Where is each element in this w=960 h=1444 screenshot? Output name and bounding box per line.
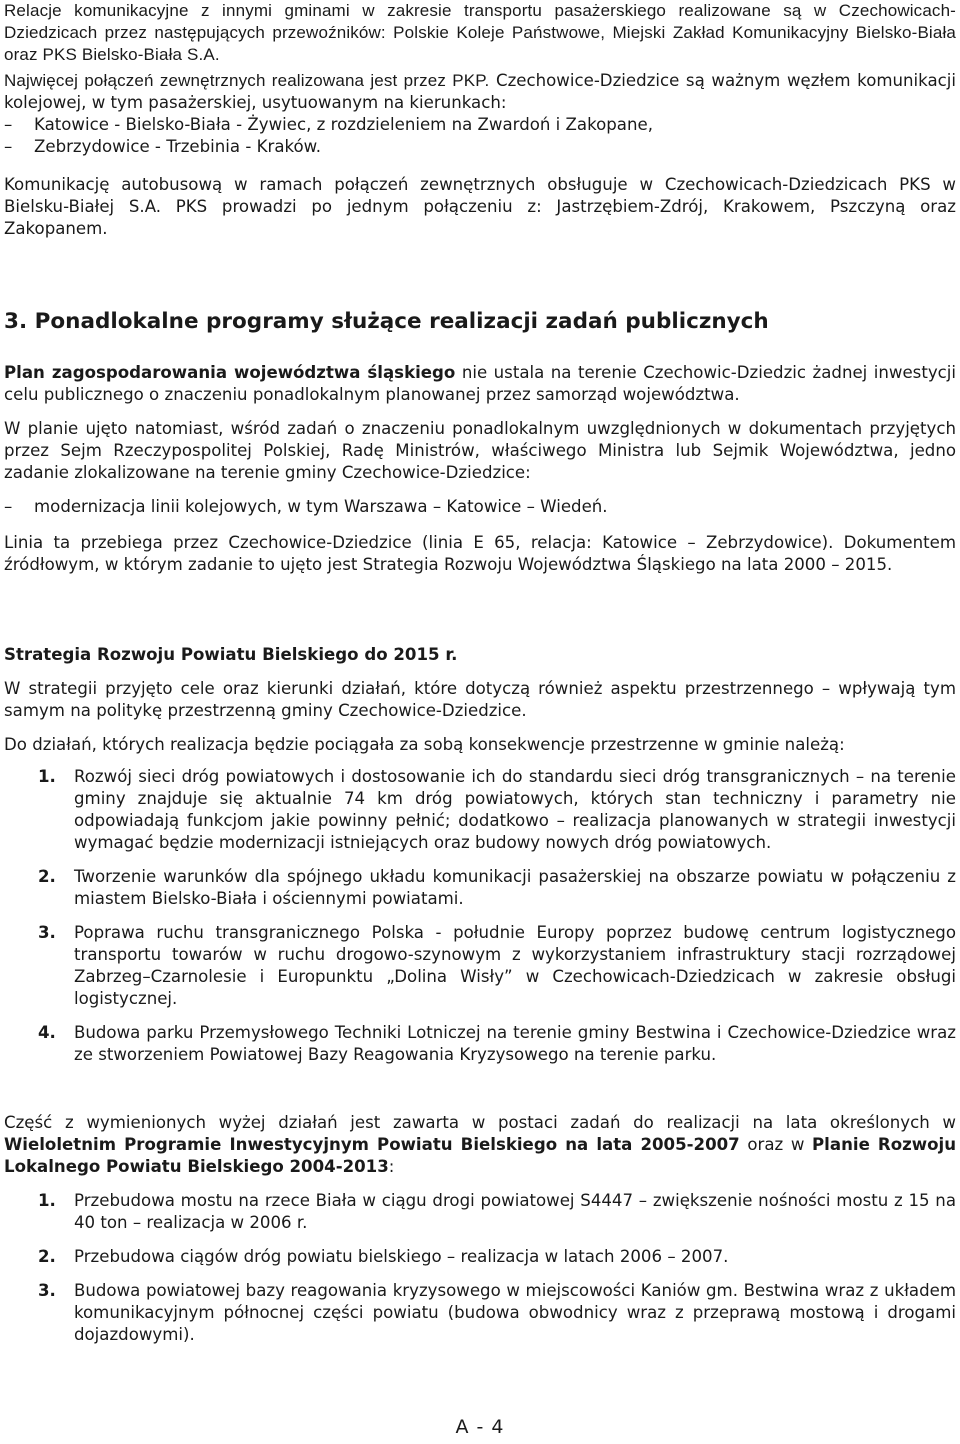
intro-paragraph-bus: Komunikację autobusową w ramach połączeń zewnętrznych obsługuje w Czechowicach-Dziedzicach PKS w Bielsku-Białej S.A. PKS prowadzi po jednym połączeniu z: Jastrzębiem-Zdrój, Krakowem, Pszczyną oraz Zakopanem. [4,175,956,238]
list-item-text: Przebudowa mostu na rzece Biała w ciągu drogi powiatowej S4447 – zwiększenie nośności mostu z 15 na 40 ton – realizacja w 2006 r. [74,1191,956,1232]
list-item [4,114,956,136]
programs-text: : [388,1157,395,1176]
list-item [4,136,956,158]
programs-paragraph [4,1112,956,1178]
list-item-text: Budowa parku Przemysłowego Techniki Lotniczej na terenie gminy Bestwina i Czechowice-Dziedzice wraz ze stworzeniem Powiatowej Bazy Reagowania Kryzysowego na terenie parku. [74,1023,956,1064]
list-item [4,1022,956,1066]
section-paragraph-tasks: W planie ujęto natomiast, wśród zadań o znaczeniu ponadlokalnym uwzględnionych w dokumentach przyjętych przez Sejm Rzeczypospolitej Polskiej, Radę Ministrów, właściwego Ministra lub Sejmik Województwa, jedno zadanie zlokalizowane na terenie gminy Czechowice-Dziedzice: [4,419,956,482]
list-number: 4. [38,1023,56,1042]
strategy-paragraph-goals: W strategii przyjęto cele oraz kierunki działań, które dotyczą również aspektu przestrzennego – wpływają tym samym na politykę przestrzenną gminy Czechowice-Dziedzice. [4,679,956,720]
strategy-heading: Strategia Rozwoju Powiatu Bielskiego do 2015 r. [4,645,458,664]
section-paragraph-plan [4,362,956,406]
list-number: 3. [38,923,56,942]
pkp-lead-text: Najwięcej połączeń zewnętrznych realizowana jest przez PKP. [4,71,490,90]
list-number: 1. [38,767,56,786]
list-item [4,1280,956,1346]
programs-text: oraz w [739,1135,813,1154]
rail-directions-list [4,114,956,158]
list-item [4,1246,956,1268]
list-item [4,922,956,1010]
list-item [4,766,956,854]
program-title: Wieloletnim Programie Inwestycyjnym Powiatu Bielskiego na lata 2005-2007 [4,1135,740,1154]
programs-list [4,1190,956,1358]
plan-text: nie ustala na terenie Czechowic-Dziedzic żadnej inwestycji celu publicznego o znaczeniu ponadlokalnym planowanej przez samorząd województwa. [4,363,956,404]
plan-title: Planie Rozwoju Lokalnego Powiatu Bielskiego 2004-2013 [4,1135,957,1176]
list-item-text: Rozwój sieci dróg powiatowych i dostosowanie ich do standardu sieci dróg transgranicznych – na terenie gminy znajduje się aktualnie 74 km dróg powiatowych, których stan techniczny i parametry nie odpowiadają funkcjom jakie powinny pełnić; dodatkowo – realizacja planowanych w strategii inwestycji wymagać będzie modernizacji istniejących oraz budowy nowych dróg powiatowych. [74,767,956,852]
plan-title: Plan zagospodarowania województwa śląskiego [4,363,456,382]
list-item-text: Przebudowa ciągów dróg powiatu bielskiego – realizacja w latach 2006 – 2007. [74,1247,729,1266]
intro-paragraph-pkp [4,70,956,114]
intro-paragraph-carriers: Relacje komunikacyjne z innymi gminami w zakresie transportu pasażerskiego realizowane są w Czechowicach-Dziedzicach przez następujących przewoźników: Polskie Koleje Państwowe, Miejski Zakład Komunikacyjny Bielsko-Biała oraz PKS Bielsko-Biała S.A. [4,1,956,64]
list-item-text: Katowice - Bielsko-Biała - Żywiec, z rozdzieleniem na Zwardoń i Zakopane, [34,115,653,134]
dash-bullet: – [4,137,13,156]
list-number: 3. [38,1281,56,1300]
list-item-text: modernizacja linii kolejowych, w tym Warszawa – Katowice – Wiedeń. [34,497,608,516]
list-number: 2. [38,867,56,886]
pkp-node-text: Czechowice-Dziedzice są ważnym węzłem komunikacji kolejowej, w tym pasażerskiej, usytuowanym na kierunkach: [4,71,956,112]
list-number: 2. [38,1247,56,1266]
list-item [4,1190,956,1234]
list-number: 1. [38,1191,56,1210]
list-item [4,496,956,518]
list-item-text: Tworzenie warunków dla spójnego układu komunikacji pasażerskiej na obszarze powiatu w połączeniu z miastem Bielsko-Biała i ościennymi powiatami. [74,867,956,908]
list-item [4,866,956,910]
page-number: A - 4 [455,1416,505,1438]
list-item-text: Budowa powiatowej bazy reagowania kryzysowego w miejscowości Kaniów gm. Bestwina wraz z układem komunikacyjnym północnej części powiatu (budowa obwodnicy wraz z przeprawą mostową i drogami dojazdowymi). [74,1281,956,1344]
section-heading: 3. Ponadlokalne programy służące realizacji zadań publicznych [4,309,769,334]
dash-bullet: – [4,115,13,134]
list-item-text: Zebrzydowice - Trzebinia - Kraków. [34,137,321,156]
dash-bullet: – [4,497,13,516]
section-paragraph-line: Linia ta przebiega przez Czechowice-Dziedzice (linia E 65, relacja: Katowice – Zebrzydowice). Dokumentem źródłowym, w którym zadanie to ujęto jest Strategia Rozwoju Województwa Śląskiego na lata 2000 – 2015. [4,533,956,574]
strategy-paragraph-actions: Do działań, których realizacja będzie pociągała za sobą konsekwencje przestrzenne w gminie należą: [4,735,845,754]
programs-text: Część z wymienionych wyżej działań jest zawarta w postaci zadań do realizacji na lata określonych w [4,1113,956,1132]
list-item-text: Poprawa ruchu transgranicznego Polska - południe Europy poprzez budowę centrum logistycznego transportu towarów w ruchu drogowo-szynowym z wykorzystaniem infrastruktury stacji rozrządowej Zabrzeg–Czarnolesie i Europunktu „Dolina Wisły” w Czechowicach-Dziedzicach w zakresie obsługi logistycznej. [74,923,956,1008]
strategy-actions-list [4,766,956,1078]
